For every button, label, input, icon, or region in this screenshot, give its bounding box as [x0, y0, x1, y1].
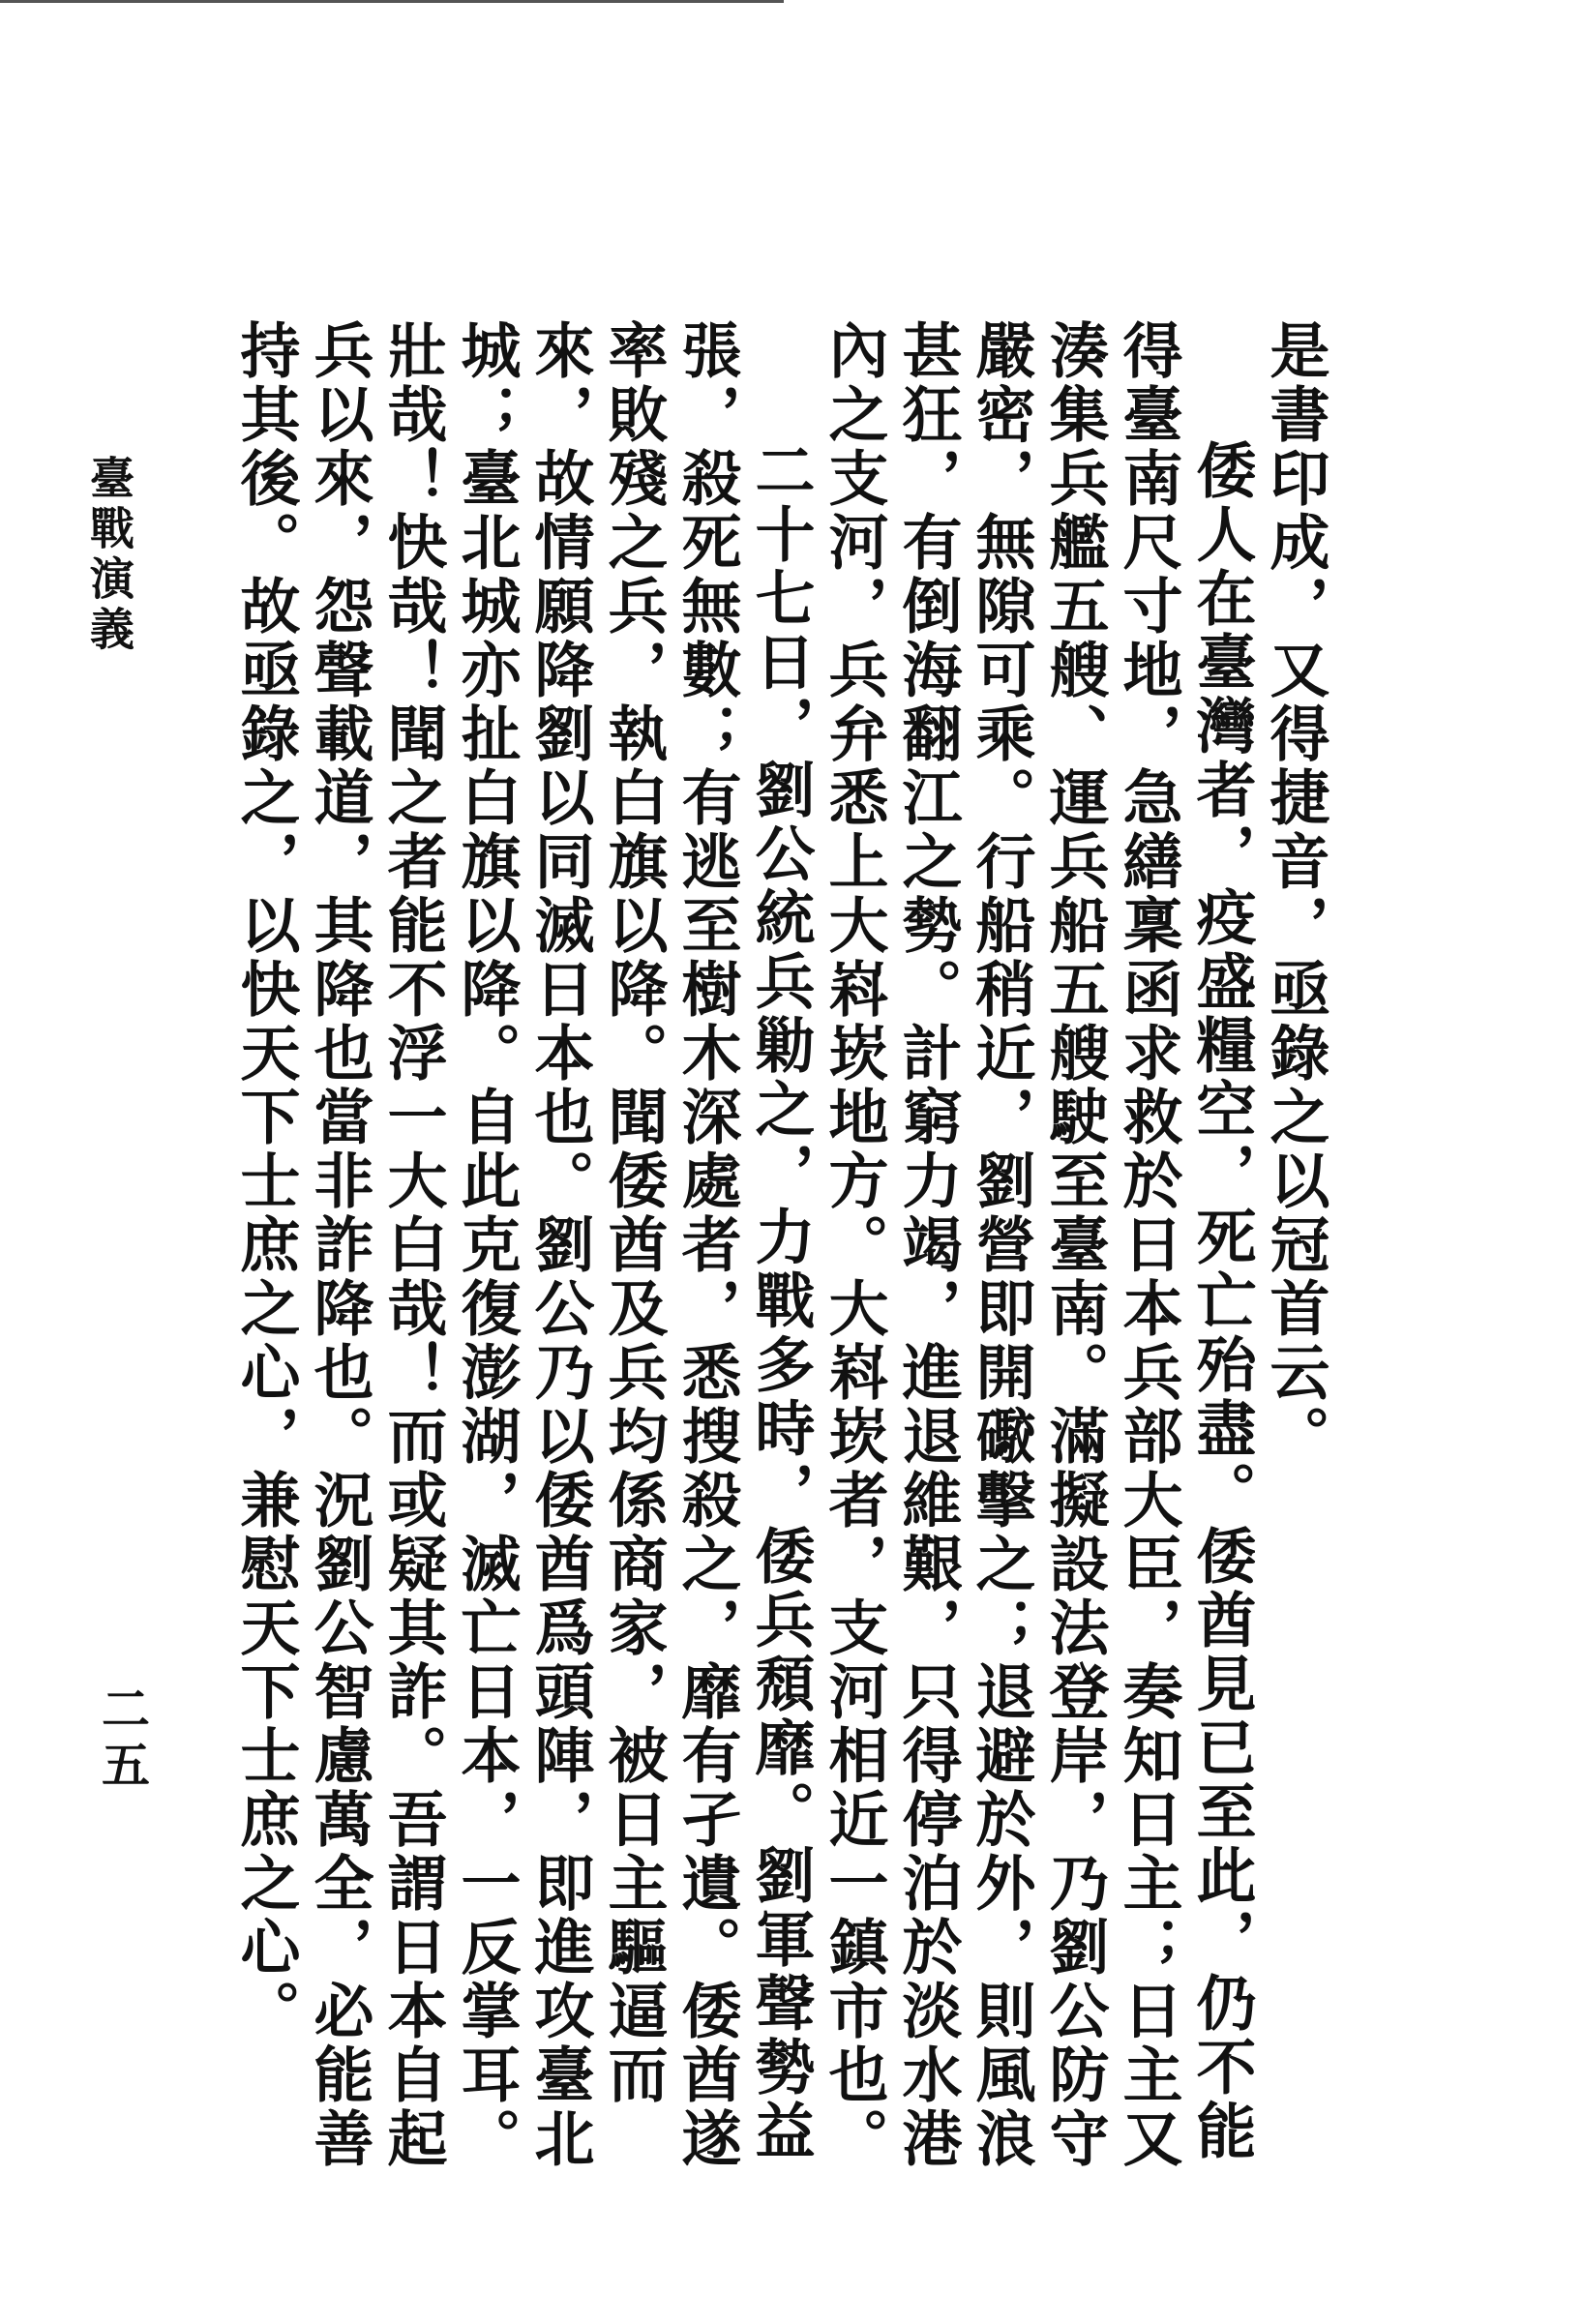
page-number: 二五 — [94, 1683, 151, 1796]
paragraph-preface: 是書印成，又得捷音，亟錄之以冠首云。 — [1260, 319, 1330, 1469]
paragraph-1: 倭人在臺灣者，疫盛糧空，死亡殆盡。倭酋見已至此，仍不能得臺南尺寸地，急繕稟函求救於日本兵部大臣，奏知日主；日主又湊集兵艦五艘、運兵船五艘駛至臺南。滿擬設法登岸，乃劉公防守嚴密，無隙可乘。行船稍近，劉營即開礮擊之；退避於外，則風浪甚狂，有倒海翻江之勢。計窮力竭，進退維艱，只得停泊於淡水港內之支河，兵弁悉上大嵙崁地方。大嵙崁者，支河相近一鎮市也。 — [819, 319, 1257, 2171]
main-text-block — [228, 319, 1331, 2187]
top-edge-rule — [0, 0, 784, 3]
paragraph-2: 二十七日，劉公統兵勦之，力戰多時，倭兵頹靡。劉軍聲勢益張，殺死無數；有逃至樹木深處者，悉搜殺之，靡有孑遺。倭酋遂率敗殘之兵，執白旗以降。聞倭酋及兵均係商家，被日主驅逼而來，故情願降劉以同滅日本也。劉公乃以倭酋爲頭陣，即進攻臺北城；臺北城亦扯白旗以降。自此克復澎湖，滅亡日本，一反掌耳。壯哉！快哉！聞之者能不浮一大白哉！而或疑其詐。吾謂日本自起兵以來，怨聲載道，其降也當非詐降也。況劉公智慮萬全，必能善持其後。故亟錄之，以快天下士庶之心，兼慰天下士庶之心。 — [230, 319, 816, 2171]
running-title: 臺戰演義 — [83, 455, 135, 656]
